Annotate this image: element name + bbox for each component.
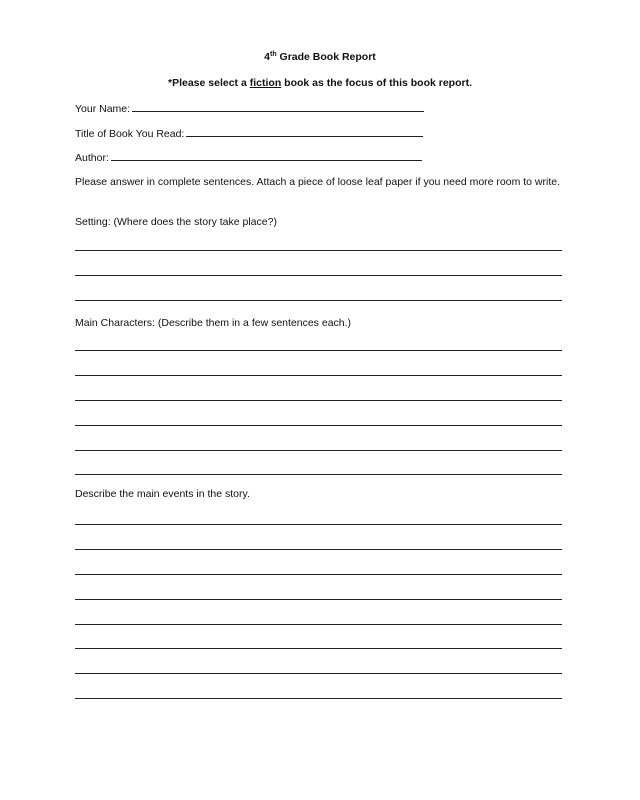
characters-answer-line[interactable] xyxy=(75,350,562,351)
setting-prompt: Setting: (Where does the story take place?) xyxy=(75,216,277,228)
setting-answer-line[interactable] xyxy=(75,300,562,301)
book-title-blank[interactable] xyxy=(186,125,423,137)
title-grade-number: 4 xyxy=(264,51,271,63)
name-blank[interactable] xyxy=(132,100,424,112)
characters-answer-line[interactable] xyxy=(75,375,562,376)
book-title-label: Title of Book You Read: xyxy=(75,128,185,140)
instruction-pre: *Please select a xyxy=(168,77,250,89)
events-answer-line[interactable] xyxy=(75,599,562,600)
events-answer-line[interactable] xyxy=(75,673,562,674)
setting-answer-line[interactable] xyxy=(75,275,562,276)
events-answer-line[interactable] xyxy=(75,624,562,625)
title-text: Grade Book Report xyxy=(276,51,376,63)
instructions-paragraph: Please answer in complete sentences. Attach a piece of loose leaf paper if you need more room to write. xyxy=(75,176,561,188)
characters-answer-line[interactable] xyxy=(75,400,562,401)
setting-answer-line[interactable] xyxy=(75,250,562,251)
page-title xyxy=(0,51,640,63)
name-field xyxy=(75,100,424,115)
book-title-field xyxy=(75,125,423,140)
characters-prompt: Main Characters: (Describe them in a few sentences each.) xyxy=(75,317,352,329)
author-blank[interactable] xyxy=(111,149,422,161)
author-field xyxy=(75,149,422,164)
events-answer-line[interactable] xyxy=(75,648,562,649)
events-answer-line[interactable] xyxy=(75,574,562,575)
fiction-instruction xyxy=(0,77,640,89)
characters-answer-line[interactable] xyxy=(75,425,562,426)
events-answer-line[interactable] xyxy=(75,524,562,525)
characters-answer-line[interactable] xyxy=(75,450,562,451)
events-prompt: Describe the main events in the story. xyxy=(75,488,250,500)
events-answer-line[interactable] xyxy=(75,698,562,699)
name-label: Your Name: xyxy=(75,103,131,115)
characters-answer-line[interactable] xyxy=(75,474,562,475)
events-answer-line[interactable] xyxy=(75,549,562,550)
instruction-emphasis: fiction xyxy=(249,77,282,89)
instruction-post: book as the focus of this book report. xyxy=(281,77,472,89)
title-grade-suffix: th xyxy=(270,51,277,58)
author-label: Author: xyxy=(75,152,109,164)
